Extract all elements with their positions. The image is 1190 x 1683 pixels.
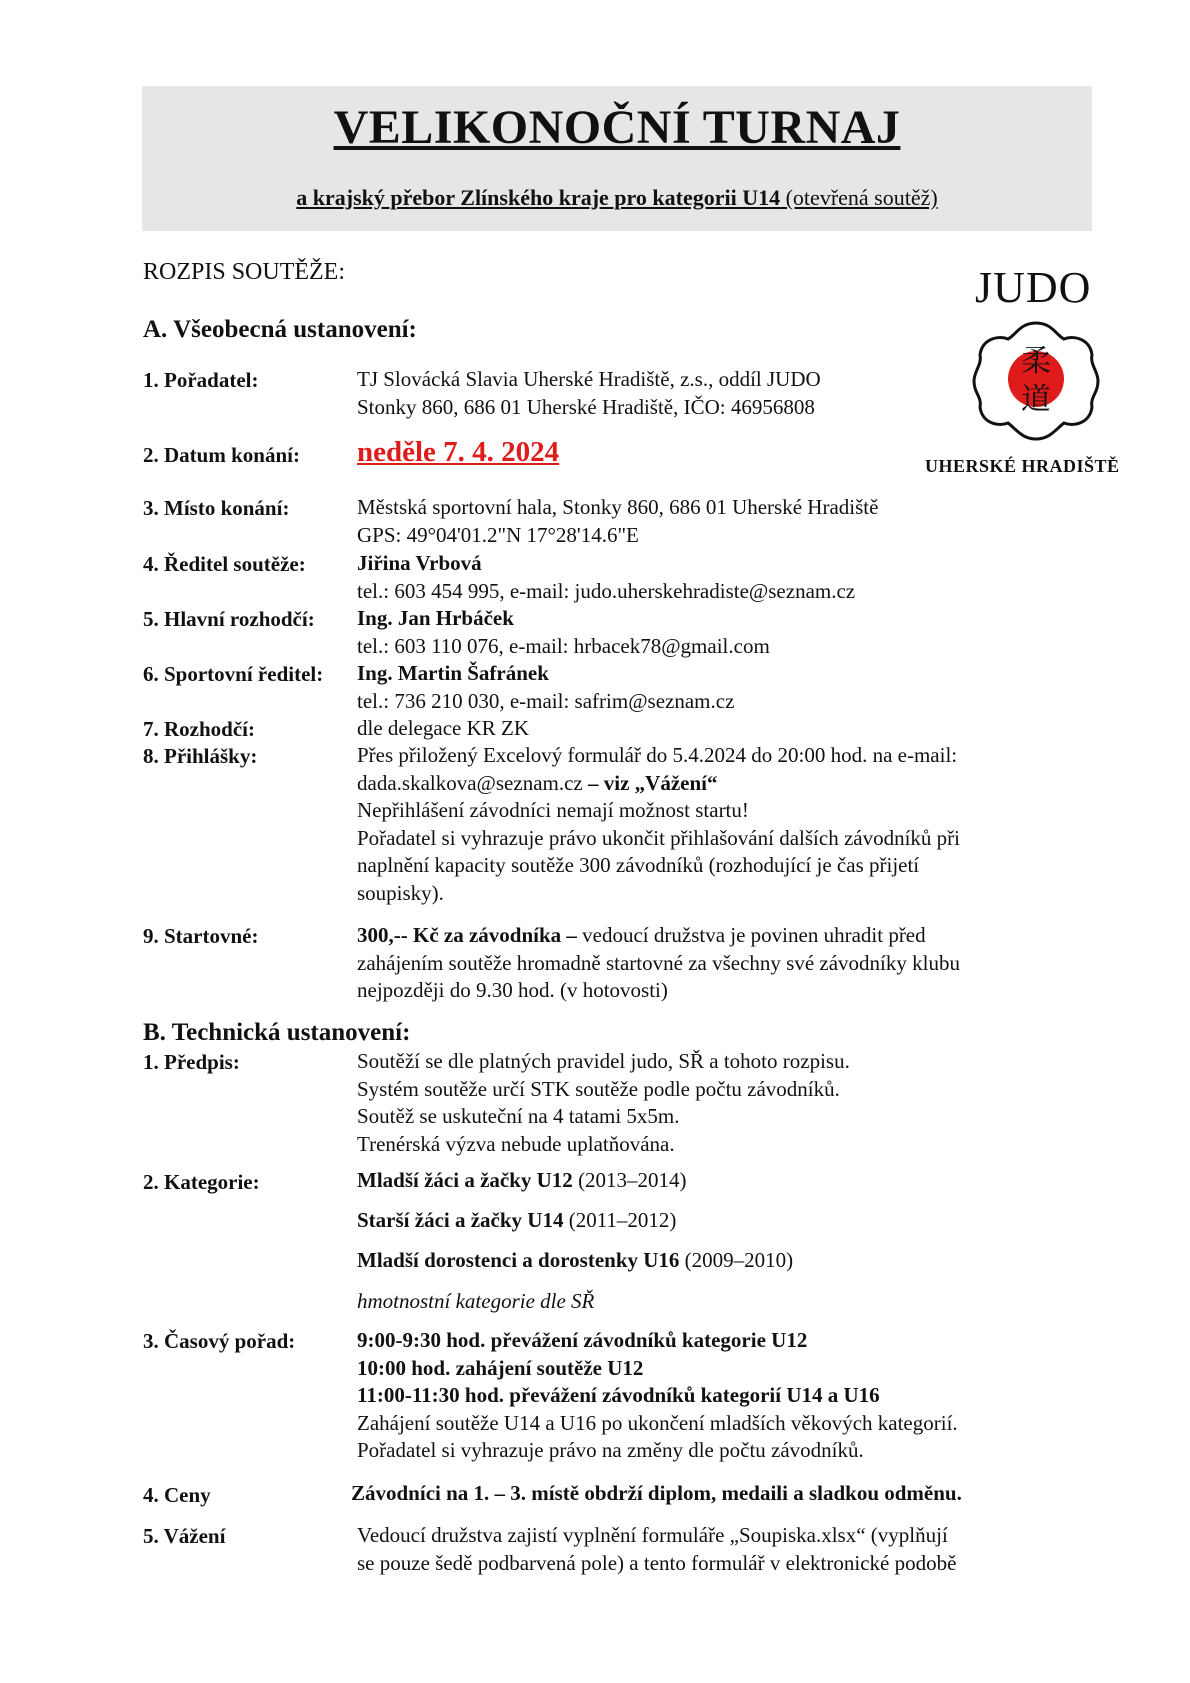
reditel-contact: tel.: 603 454 995, e-mail: judo.uherskehradiste@seznam.cz [357,578,856,603]
header-banner [142,86,1092,231]
misto-gps: GPS: 49°04'01.2"N 17°28'14.6"E [357,522,639,547]
kategorie-u14-years: (2011–2012) [563,1208,677,1232]
casovy-line-2: Pořadatel si vyhrazuje právo na změny dle počtu závodníků. [357,1438,864,1462]
item-datum-label: 2. Datum konání: [143,443,300,467]
vazeni-line-1: Vedoucí družstva zajistí vyplnění formuláře „Soupiska.xlsx“ (vyplňují [357,1523,948,1547]
judo-logo-icon [968,317,1104,443]
prihlasky-line-3: Nepřihlášení závodníci nemají možnost startu! [357,798,749,822]
hlavni-rozhodci-contact: tel.: 603 110 076, e-mail: hrbacek78@gmail.com [357,633,770,658]
kategorie-u14-name: Starší žáci a žačky U14 [357,1208,564,1232]
item-startovne-label: 9. Startovné: [143,924,259,948]
kategorie-u16-name: Mladší dorostenci a dorostenky U16 [357,1248,680,1272]
casovy-bold-3: 11:00-11:30 hod. převážení závodníků kategorií U14 a U16 [357,1383,880,1407]
subtitle-rest: (otevřená soutěž) [780,185,938,210]
item-rozhodci-label: 7. Rozhodčí: [143,717,255,741]
item-rozhodci-value: dle delegace KR ZK [357,716,530,740]
item-poradatel-value [357,366,821,421]
predpis-line-2: Systém soutěže určí STK soutěže podle počtu závodníků. [357,1076,840,1101]
sportovni-reditel-contact: tel.: 736 210 030, e-mail: safrim@seznam.cz [357,688,735,713]
startovne-line-3: nejpozději do 9.30 hod. (v hotovosti) [357,978,668,1002]
item-kategorie-label: 2. Kategorie: [143,1170,260,1194]
logo-city: UHERSKÉ HRADIŠTĚ [925,456,1120,476]
item-casovy-porad-value [357,1327,958,1465]
kategorie-item [357,1248,793,1273]
kategorie-u12-years: (2013–2014) [572,1168,687,1192]
predpis-line-4: Trenérská výzva nebude uplatňována. [357,1131,675,1156]
reditel-name: Jiřina Vrbová [357,551,482,575]
prihlasky-line-1: Přes přiložený Excelový formulář do 5.4.2024 do 20:00 hod. na e-mail: [357,743,958,767]
item-reditel-value [357,550,855,605]
item-sportovni-reditel-label: 6. Sportovní ředitel: [143,662,324,686]
casovy-line-1: Zahájení soutěže U14 a U16 po ukončení mladších věkových kategorií. [357,1410,958,1435]
casovy-bold-2: 10:00 hod. zahájení soutěže U12 [357,1355,644,1380]
startovne-amount: 300,-- Kč za závodníka – [357,923,577,947]
item-startovne-value [357,922,960,1005]
item-sportovni-reditel-value [357,660,734,715]
logo-glyph-do: 道 [1021,382,1051,417]
item-prihlasky-label: 8. Přihlášky: [143,744,258,768]
hlavni-rozhodci-name: Ing. Jan Hrbáček [357,606,514,630]
page-title: VELIKONOČNÍ TURNAJ [333,101,901,154]
item-vazeni-label: 5. Vážení [143,1524,226,1548]
item-hlavni-rozhodci-value [357,605,770,660]
casovy-bold-1: 9:00-9:30 hod. převážení závodníků kategorie U12 [357,1328,808,1352]
vazeni-line-2: se pouze šedě podbarvená pole) a tento formulář v elektronické podobě [357,1550,957,1575]
item-casovy-porad-label: 3. Časový pořad: [143,1329,296,1353]
prihlasky-line-6: soupisky). [357,880,444,905]
item-predpis-value [357,1048,850,1158]
prihlasky-line-5: naplnění kapacity soutěže 300 závodníků (rozhodující je čas přijetí [357,853,920,877]
item-reditel-label: 4. Ředitel soutěže: [143,552,306,576]
item-poradatel-label: 1. Pořadatel: [143,368,259,392]
sportovni-reditel-name: Ing. Martin Šafránek [357,661,549,685]
startovne-line-2: zahájením soutěže hromadně startovné za všechny své závodníky klubu [357,950,960,975]
ceny-value: Závodníci na 1. – 3. místě obdrží diplom, medaili a sladkou odměnu. [351,1481,962,1505]
item-prihlasky-value [357,742,960,907]
section-a-heading: A. Všeobecná ustanovení: [143,316,417,343]
item-predpis-label: 1. Předpis: [143,1050,240,1074]
prihlasky-email: dada.skalkova@seznam.cz [357,770,583,795]
rozpis-heading: ROZPIS SOUTĚŽE: [143,259,346,285]
kategorie-item [357,1168,687,1193]
item-vazeni-value [357,1522,956,1577]
item-hlavni-rozhodci-label: 5. Hlavní rozhodčí: [143,607,315,631]
startovne-line-1: vedoucí družstva je povinen uhradit před [576,923,926,947]
item-ceny-label: 4. Ceny [143,1483,211,1507]
item-misto-value [357,494,878,549]
prihlasky-line-4: Pořadatel si vyhrazuje právo ukončit přihlašování dalších závodníků při [357,825,961,850]
kategorie-item [357,1208,676,1233]
misto-line-1: Městská sportovní hala, Stonky 860, 686 01 Uherské Hradiště [357,495,879,519]
kategorie-u16-years: (2009–2010) [679,1248,794,1272]
event-date: neděle 7. 4. 2024 [357,436,560,468]
page-subtitle [142,185,1092,211]
predpis-line-1: Soutěží se dle platných pravidel judo, SŘ a tohoto rozpisu. [357,1049,850,1073]
section-b-heading: B. Technická ustanovení: [143,1019,411,1046]
prihlasky-viz: – viz „Vážení“ [582,770,718,795]
logo-glyph-ju: 柔 [1021,344,1051,379]
kategorie-u12-name: Mladší žáci a žačky U12 [357,1168,573,1192]
poradatel-line-2: Stonky 860, 686 01 Uherské Hradiště, IČO: 46956808 [357,394,815,419]
item-misto-label: 3. Místo konání: [143,496,290,520]
kategorie-note: hmotnostní kategorie dle SŘ [357,1289,595,1313]
subtitle-bold: a krajský přebor Zlínského kraje pro kategorii U14 [296,185,781,210]
logo-judo-text: JUDO [975,263,1092,312]
poradatel-line-1: TJ Slovácká Slavia Uherské Hradiště, z.s., oddíl JUDO [357,367,821,391]
predpis-line-3: Soutěž se uskuteční na 4 tatami 5x5m. [357,1104,680,1128]
